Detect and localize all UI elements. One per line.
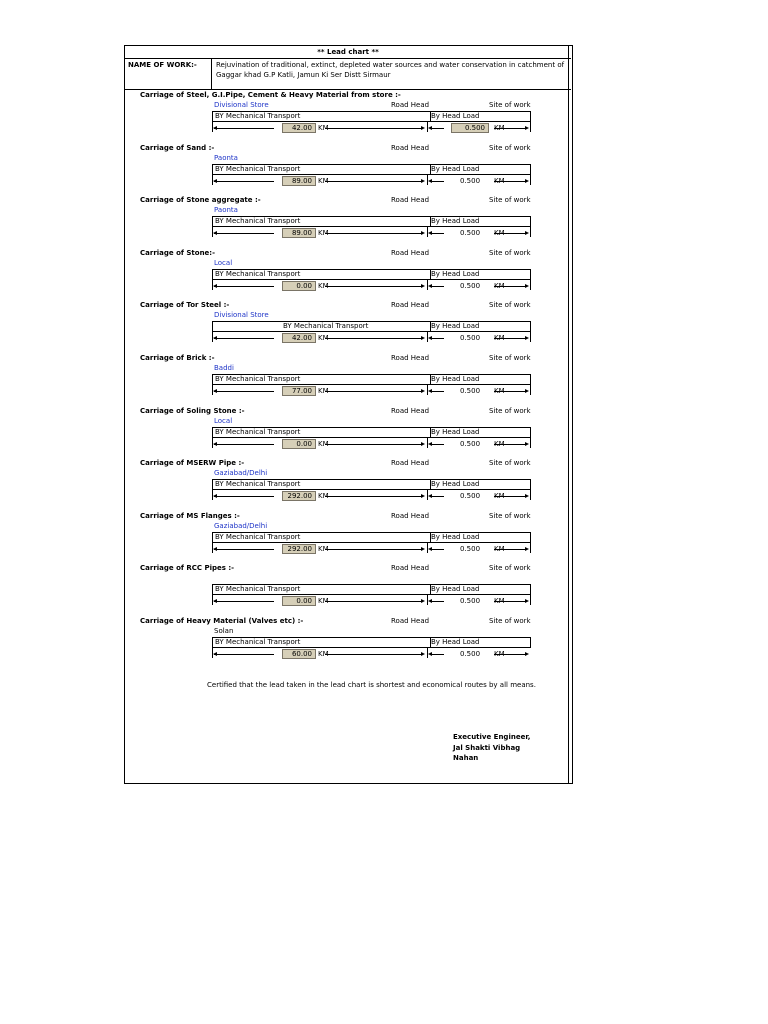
mech-distance-value: 42.00 <box>282 123 316 133</box>
mech-distance-line <box>214 496 274 497</box>
site-of-work-label: Site of work <box>489 354 531 362</box>
head-load-line-right <box>494 338 525 339</box>
mech-km-unit: KM <box>318 440 329 448</box>
mech-transport-label: BY Mechanical Transport <box>215 585 301 593</box>
mech-distance-value: 42.00 <box>282 333 316 343</box>
mech-distance-line <box>214 549 274 550</box>
head-load-label: By Head Load <box>431 270 480 278</box>
name-of-work-separator <box>211 58 212 89</box>
mech-distance-line <box>214 286 274 287</box>
road-head-label: Road Head <box>391 101 430 109</box>
mech-distance-line-right <box>325 128 421 129</box>
certificate-text: Certified that the lead taken in the lead chart is shortest and economical routes by all means. <box>207 681 536 689</box>
head-load-label: By Head Load <box>431 322 480 330</box>
right-arrow-icon <box>421 442 425 446</box>
right-arrow-icon <box>421 599 425 603</box>
right-arrow-icon <box>421 126 425 130</box>
mech-distance-line-right <box>325 181 421 182</box>
head-load-km-unit: KM <box>494 440 505 448</box>
site-tick <box>530 438 531 448</box>
head-load-line-right <box>494 654 525 655</box>
mech-distance-value: 89.00 <box>282 228 316 238</box>
signatory-title: Executive Engineer, <box>453 733 531 741</box>
road-head-label: Road Head <box>391 354 430 362</box>
head-load-distance-value: 0.500 <box>460 177 481 185</box>
head-load-label: By Head Load <box>431 217 480 225</box>
road-head-label: Road Head <box>391 196 430 204</box>
signatory-location: Nahan <box>453 754 479 762</box>
mech-km-unit: KM <box>318 650 329 658</box>
site-right-arrow-icon <box>525 494 529 498</box>
source-location: Gaziabad/Delhi <box>214 469 268 477</box>
carriage-title: Carriage of Heavy Material (Valves etc) :- <box>140 617 304 625</box>
name-of-work-line1: Rejuvination of traditional, extinct, depleted water sources and water conservation in catchment of <box>216 61 565 69</box>
road-head-label: Road Head <box>391 407 430 415</box>
source-location: Local <box>214 417 233 425</box>
site-tick <box>530 490 531 500</box>
mech-distance-line <box>214 444 274 445</box>
right-arrow-icon <box>421 284 425 288</box>
site-right-arrow-icon <box>525 231 529 235</box>
head-load-label: By Head Load <box>431 112 480 120</box>
mech-distance-value: 77.00 <box>282 386 316 396</box>
source-location: Divisional Store <box>214 311 269 319</box>
lead-chart-sheet <box>124 45 573 784</box>
site-of-work-label: Site of work <box>489 407 531 415</box>
mech-transport-label: BY Mechanical Transport <box>283 322 369 330</box>
mech-distance-line-right <box>325 654 421 655</box>
site-right-arrow-icon <box>525 599 529 603</box>
name-of-work-label: NAME OF WORK:- <box>128 61 197 69</box>
head-load-line-left <box>430 233 444 234</box>
head-load-km-unit: KM <box>494 282 505 290</box>
head-load-km-unit: KM <box>494 229 505 237</box>
site-of-work-label: Site of work <box>489 459 531 467</box>
signatory-department: Jal Shakti Vibhag <box>453 744 521 752</box>
mech-distance-line <box>214 128 274 129</box>
mech-distance-value: 0.00 <box>282 596 316 606</box>
head-load-label: By Head Load <box>431 165 480 173</box>
head-load-line-left <box>430 128 444 129</box>
mech-distance-line-right <box>325 601 421 602</box>
mech-distance-value: 0.00 <box>282 439 316 449</box>
site-tick <box>530 543 531 553</box>
mech-km-unit: KM <box>318 492 329 500</box>
head-load-line-left <box>430 496 444 497</box>
right-arrow-icon <box>421 179 425 183</box>
right-arrow-icon <box>421 547 425 551</box>
mech-distance-line-right <box>325 286 421 287</box>
head-load-label: By Head Load <box>431 533 480 541</box>
mech-transport-label: BY Mechanical Transport <box>215 428 301 436</box>
right-arrow-icon <box>421 231 425 235</box>
head-load-line-right <box>494 286 525 287</box>
chart-title: ** Lead chart ** <box>317 48 379 56</box>
mech-distance-value: 60.00 <box>282 649 316 659</box>
head-load-distance-value: 0.500 <box>460 650 481 658</box>
site-tick <box>530 175 531 185</box>
head-load-line-left <box>430 601 444 602</box>
mech-km-unit: KM <box>318 545 329 553</box>
mech-distance-line <box>214 233 274 234</box>
head-load-line-left <box>430 654 444 655</box>
head-load-km-unit: KM <box>494 650 505 658</box>
source-location: Paonta <box>214 154 238 162</box>
mech-transport-label: BY Mechanical Transport <box>215 270 301 278</box>
mech-transport-label: BY Mechanical Transport <box>215 638 301 646</box>
carriage-title: Carriage of Steel, G.I.Pipe, Cement & Heavy Material from store :- <box>140 91 401 99</box>
source-location: Baddi <box>214 364 234 372</box>
mech-distance-line-right <box>325 233 421 234</box>
mech-km-unit: KM <box>318 177 329 185</box>
mech-transport-label: BY Mechanical Transport <box>215 533 301 541</box>
road-head-label: Road Head <box>391 617 430 625</box>
site-tick <box>530 227 531 237</box>
head-load-line-right <box>494 496 525 497</box>
mech-distance-value: 89.00 <box>282 176 316 186</box>
head-load-km-unit: KM <box>494 597 505 605</box>
site-tick <box>530 332 531 342</box>
head-load-line-right <box>494 549 525 550</box>
head-load-distance-value: 0.500 <box>460 282 481 290</box>
head-load-line-left <box>430 391 444 392</box>
site-of-work-label: Site of work <box>489 144 531 152</box>
head-load-line-right <box>494 391 525 392</box>
source-location: Local <box>214 259 233 267</box>
mech-km-unit: KM <box>318 282 329 290</box>
site-of-work-label: Site of work <box>489 249 531 257</box>
site-tick <box>530 385 531 395</box>
mech-distance-line <box>214 601 274 602</box>
carriage-title: Carriage of Stone aggregate :- <box>140 196 261 204</box>
site-right-arrow-icon <box>525 179 529 183</box>
mech-distance-line <box>214 391 274 392</box>
carriage-title: Carriage of Soling Stone :- <box>140 407 245 415</box>
right-arrow-icon <box>421 389 425 393</box>
site-of-work-label: Site of work <box>489 617 531 625</box>
carriage-title: Carriage of RCC Pipes :- <box>140 564 235 572</box>
site-right-arrow-icon <box>525 652 529 656</box>
site-of-work-label: Site of work <box>489 196 531 204</box>
head-load-label: By Head Load <box>431 428 480 436</box>
site-of-work-label: Site of work <box>489 512 531 520</box>
header-divider <box>125 58 571 59</box>
site-right-arrow-icon <box>525 442 529 446</box>
mech-distance-value: 0.00 <box>282 281 316 291</box>
mech-distance-value: 292.00 <box>282 491 316 501</box>
source-location: Paonta <box>214 206 238 214</box>
mech-km-unit: KM <box>318 597 329 605</box>
head-load-line-left <box>430 444 444 445</box>
head-load-line-right <box>494 601 525 602</box>
right-arrow-icon <box>421 652 425 656</box>
head-load-km-unit: KM <box>494 387 505 395</box>
source-location: Solan <box>214 627 234 635</box>
head-load-km-unit: KM <box>494 177 505 185</box>
mech-distance-line-right <box>325 444 421 445</box>
mech-distance-value: 292.00 <box>282 544 316 554</box>
carriage-title: Carriage of Sand :- <box>140 144 215 152</box>
head-load-distance-value: 0.500 <box>460 229 481 237</box>
head-load-distance-value: 0.500 <box>460 597 481 605</box>
mech-distance-line <box>214 654 274 655</box>
head-load-label: By Head Load <box>431 638 480 646</box>
head-load-line-right <box>494 181 525 182</box>
mech-transport-label: BY Mechanical Transport <box>215 375 301 383</box>
mech-km-unit: KM <box>318 229 329 237</box>
road-head-label: Road Head <box>391 564 430 572</box>
head-load-line-left <box>430 181 444 182</box>
mech-distance-line-right <box>325 496 421 497</box>
head-load-line-right <box>494 444 525 445</box>
head-load-distance-value: 0.500 <box>460 387 481 395</box>
mech-km-unit: KM <box>318 124 329 132</box>
road-head-label: Road Head <box>391 459 430 467</box>
head-load-label: By Head Load <box>431 585 480 593</box>
road-head-label: Road Head <box>391 249 430 257</box>
site-right-arrow-icon <box>525 284 529 288</box>
head-load-label: By Head Load <box>431 375 480 383</box>
head-load-km-unit: KM <box>494 492 505 500</box>
right-arrow-icon <box>421 494 425 498</box>
mech-distance-line <box>214 338 274 339</box>
source-location: Gaziabad/Delhi <box>214 522 268 530</box>
head-load-line-left <box>430 286 444 287</box>
head-load-line-left <box>430 338 444 339</box>
head-load-line-left <box>430 549 444 550</box>
head-load-line-right <box>494 233 525 234</box>
mech-transport-label: BY Mechanical Transport <box>215 480 301 488</box>
head-load-line-right <box>494 128 525 129</box>
site-right-arrow-icon <box>525 547 529 551</box>
mech-km-unit: KM <box>318 387 329 395</box>
carriage-title: Carriage of Stone:- <box>140 249 216 257</box>
head-load-distance-value: 0.500 <box>451 123 489 133</box>
site-right-arrow-icon <box>525 126 529 130</box>
head-load-km-unit: KM <box>494 545 505 553</box>
carriage-title: Carriage of Brick :- <box>140 354 215 362</box>
mech-transport-label: BY Mechanical Transport <box>215 112 301 120</box>
head-load-distance-value: 0.500 <box>460 492 481 500</box>
site-of-work-label: Site of work <box>489 564 531 572</box>
site-tick <box>530 122 531 132</box>
site-of-work-label: Site of work <box>489 101 531 109</box>
head-load-km-unit: KM <box>494 124 505 132</box>
site-right-arrow-icon <box>525 336 529 340</box>
site-tick <box>530 280 531 290</box>
head-load-label: By Head Load <box>431 480 480 488</box>
source-location: Divisional Store <box>214 101 269 109</box>
right-arrow-icon <box>421 336 425 340</box>
mech-distance-line-right <box>325 549 421 550</box>
carriage-title: Carriage of Tor Steel :- <box>140 301 230 309</box>
work-divider <box>125 89 571 90</box>
road-head-label: Road Head <box>391 301 430 309</box>
mech-km-unit: KM <box>318 334 329 342</box>
mech-distance-line <box>214 181 274 182</box>
mech-transport-label: BY Mechanical Transport <box>215 217 301 225</box>
road-head-label: Road Head <box>391 512 430 520</box>
head-load-distance-value: 0.500 <box>460 440 481 448</box>
head-load-distance-value: 0.500 <box>460 334 481 342</box>
head-load-km-unit: KM <box>494 334 505 342</box>
site-tick <box>530 595 531 605</box>
mech-distance-line-right <box>325 338 421 339</box>
head-load-distance-value: 0.500 <box>460 545 481 553</box>
site-right-arrow-icon <box>525 389 529 393</box>
site-of-work-label: Site of work <box>489 301 531 309</box>
carriage-title: Carriage of MSERW Pipe :- <box>140 459 245 467</box>
mech-transport-label: BY Mechanical Transport <box>215 165 301 173</box>
mech-distance-line-right <box>325 391 421 392</box>
name-of-work-line2: Gaggar khad G.P Katli, Jamun Ki Ser Distt Sirmaur <box>216 71 391 79</box>
carriage-title: Carriage of MS Flanges :- <box>140 512 240 520</box>
road-head-label: Road Head <box>391 144 430 152</box>
